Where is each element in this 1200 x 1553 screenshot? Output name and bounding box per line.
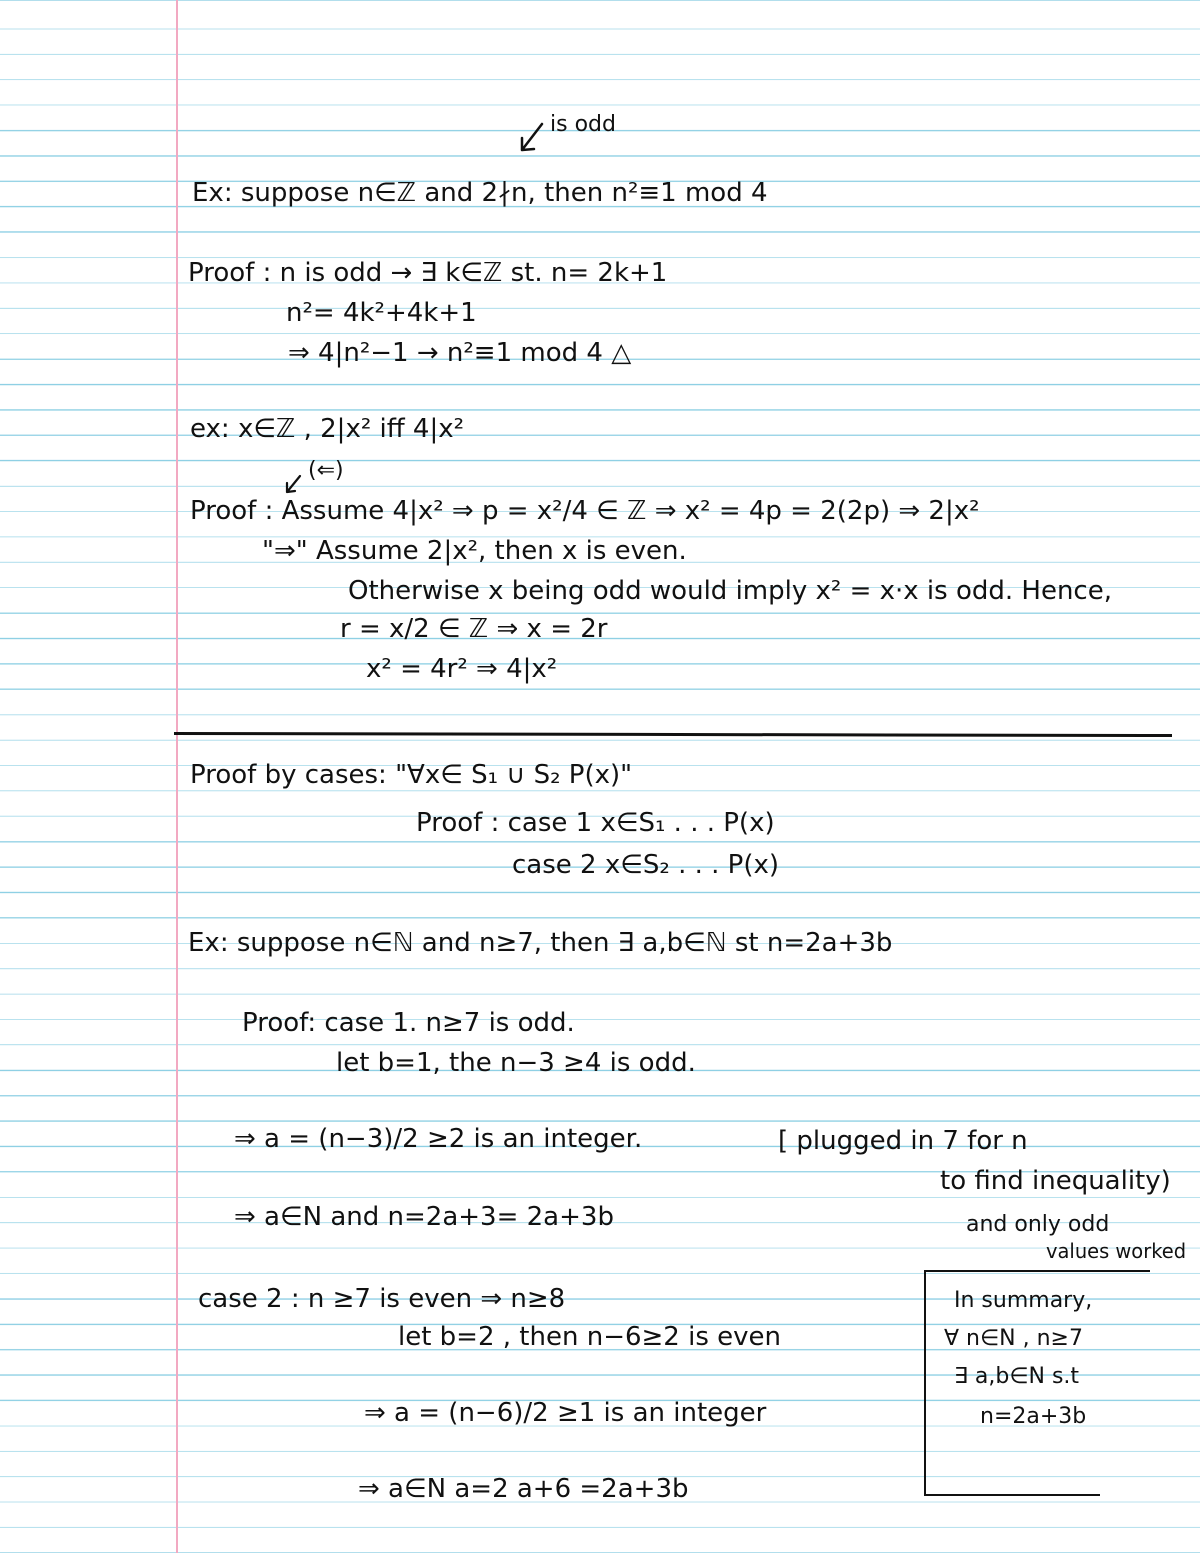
ex2-proof-line4: r = x/2 ∈ ℤ ⇒ x = 2r xyxy=(340,614,608,644)
side-note-line4: values worked xyxy=(1046,1239,1187,1263)
ex3-case1-line3: ⇒ a = (n−3)/2 ≥2 is an integer. xyxy=(234,1124,643,1154)
summary-line4: n=2a+3b xyxy=(980,1404,1087,1429)
summary-line1: In summary, xyxy=(954,1288,1093,1313)
margin-line xyxy=(176,0,178,1553)
ex3-case2-line1: case 2 : n ≥7 is even ⇒ n≥8 xyxy=(198,1284,566,1314)
ex2-annotation: (⇐) xyxy=(308,458,344,483)
ex2-statement: ex: x∈ℤ , 2|x² iff 4|x² xyxy=(190,414,465,444)
ex1-proof-line1: Proof : n is odd → ∃ k∈ℤ st. n= 2k+1 xyxy=(188,258,668,288)
ex2-proof-line5: x² = 4r² ⇒ 4|x² xyxy=(366,654,558,684)
summary-line2: ∀ n∈N , n≥7 xyxy=(944,1326,1083,1351)
summary-box-top-border xyxy=(924,1270,1150,1272)
section-divider xyxy=(174,732,1172,737)
ex1-proof-line2: n²= 4k²+4k+1 xyxy=(286,298,477,328)
ex3-case2-line3: ⇒ a = (n−6)/2 ≥1 is an integer xyxy=(364,1398,767,1428)
ex1-annotation: is odd xyxy=(550,112,616,137)
ex3-case1-line4: ⇒ a∈N and n=2a+3= 2a+3b xyxy=(234,1202,614,1232)
annotation-arrow-icon xyxy=(518,122,548,156)
ex2-proof-line2: "⇒" Assume 2|x², then x is even. xyxy=(262,536,687,566)
cases-heading: Proof by cases: "∀x∈ S₁ ∪ S₂ P(x)" xyxy=(190,760,633,790)
ex2-proof-line3: Otherwise x being odd would imply x² = x·x is odd. Hence, xyxy=(348,576,1112,606)
ex3-case2-line4: ⇒ a∈N a=2 a+6 =2a+3b xyxy=(358,1474,689,1504)
summary-box-bottom-border xyxy=(924,1494,1100,1496)
side-note-line3: and only odd xyxy=(966,1212,1110,1237)
annotation-arrow-icon xyxy=(284,474,304,496)
ex3-case1-line2: let b=1, the n−3 ≥4 is odd. xyxy=(336,1048,696,1078)
ex1-statement: Ex: suppose n∈ℤ and 2∤n, then n²≡1 mod 4 xyxy=(192,178,768,208)
ex2-proof-line1: Proof : Assume 4|x² ⇒ p = x²/4 ∈ ℤ ⇒ x² = 4p = 2(2p) ⇒ 2|x² xyxy=(190,496,980,526)
summary-line3: ∃ a,b∈N s.t xyxy=(954,1364,1080,1389)
cases-line2: case 2 x∈S₂ . . . P(x) xyxy=(512,850,780,880)
ex3-case1-line1: Proof: case 1. n≥7 is odd. xyxy=(242,1008,575,1038)
ex1-proof-line3: ⇒ 4|n²−1 → n²≡1 mod 4 △ xyxy=(288,338,632,368)
summary-box-left-border xyxy=(924,1270,926,1496)
ex3-statement: Ex: suppose n∈ℕ and n≥7, then ∃ a,b∈ℕ st n=2a+3b xyxy=(188,928,893,958)
side-note-line2: to find inequality) xyxy=(940,1166,1171,1196)
cases-line1: Proof : case 1 x∈S₁ . . . P(x) xyxy=(416,808,775,838)
side-note-line1: [ plugged in 7 for n xyxy=(778,1126,1028,1156)
ex3-case2-line2: let b=2 , then n−6≥2 is even xyxy=(398,1322,782,1352)
